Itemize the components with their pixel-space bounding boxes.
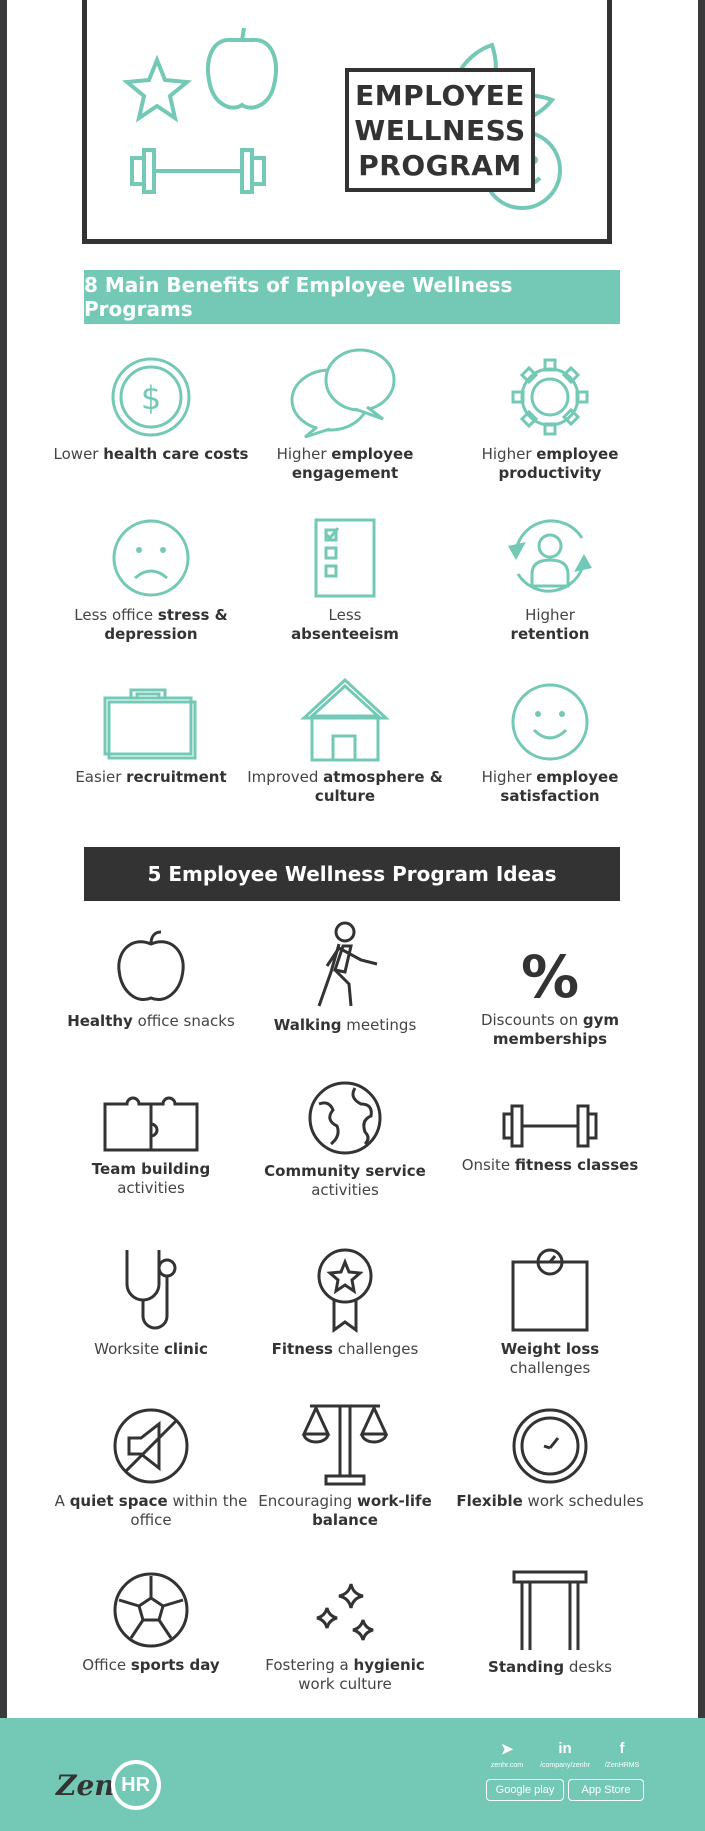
idea-item xyxy=(240,920,450,1035)
chat-bubbles-icon xyxy=(285,345,405,439)
benefit-caption: Less office stress & depression xyxy=(74,606,228,643)
scale-icon xyxy=(505,1246,595,1334)
website-link[interactable] xyxy=(477,1740,537,1769)
benefit-item xyxy=(46,686,256,787)
mute-speaker-icon xyxy=(111,1406,191,1486)
benefits-heading: 8 Main Benefits of Employee Wellness Programs xyxy=(84,270,620,324)
benefit-item xyxy=(240,345,450,483)
svg-text:$: $ xyxy=(140,379,162,417)
program-title-box xyxy=(345,68,535,192)
apple-decor-icon xyxy=(208,28,276,108)
globe-icon xyxy=(305,1080,385,1156)
walking-person-icon xyxy=(305,920,385,1010)
benefit-caption: Higher employee productivity xyxy=(481,445,619,482)
idea-caption: Walking meetings xyxy=(273,1016,417,1034)
smiley-icon xyxy=(510,682,590,762)
medal-icon xyxy=(310,1246,380,1334)
house-icon xyxy=(300,676,390,762)
title-line-2: WELLNESS xyxy=(354,113,526,147)
checklist-icon xyxy=(310,516,380,600)
google-play-button[interactable] xyxy=(486,1779,564,1801)
percent-icon xyxy=(515,945,585,1005)
program-title xyxy=(354,78,525,183)
app-store-button[interactable] xyxy=(568,1779,644,1801)
balance-scale-icon xyxy=(300,1400,390,1486)
linkedin-icon: in xyxy=(558,1740,572,1757)
idea-item xyxy=(46,1246,256,1359)
idea-item xyxy=(240,1580,450,1694)
idea-caption: Discounts on gym memberships xyxy=(480,1011,620,1048)
idea-item xyxy=(240,1246,450,1359)
idea-item xyxy=(240,1400,450,1530)
logo-text: Zen xyxy=(56,1768,115,1802)
idea-caption: Weight loss challenges xyxy=(500,1340,600,1377)
idea-item xyxy=(445,945,655,1049)
benefit-item xyxy=(445,512,655,644)
idea-item xyxy=(46,1088,256,1198)
benefit-item xyxy=(46,516,256,644)
idea-item xyxy=(445,1100,655,1175)
dumbbell-decor-icon xyxy=(132,150,264,192)
svg-text:%: % xyxy=(520,945,580,1005)
cursor-icon: ➤ xyxy=(500,1741,514,1758)
benefit-item xyxy=(46,355,256,464)
benefit-caption: Higher retention xyxy=(510,606,590,643)
idea-caption: Community service activities xyxy=(264,1162,426,1199)
apple-icon xyxy=(111,930,191,1006)
idea-item xyxy=(445,1246,655,1378)
logo-badge: HR xyxy=(111,1760,161,1810)
idea-item xyxy=(445,1406,655,1511)
google-play-label: Google play xyxy=(495,1784,555,1796)
person-cycle-icon xyxy=(502,512,598,600)
briefcase-icon xyxy=(101,686,201,762)
benefit-caption: Easier recruitment xyxy=(75,768,227,786)
benefit-caption: Improved atmosphere & culture xyxy=(247,768,443,805)
star-icon xyxy=(127,60,187,118)
stethoscope-icon xyxy=(111,1246,191,1334)
idea-caption: Worksite clinic xyxy=(94,1340,208,1358)
facebook-link[interactable] xyxy=(592,1740,652,1769)
title-line-1: EMPLOYEE xyxy=(355,78,525,112)
benefit-item xyxy=(240,676,450,806)
soccer-ball-icon xyxy=(111,1570,191,1650)
idea-caption: Fitness challenges xyxy=(271,1340,419,1358)
benefit-caption: Higher employee satisfaction xyxy=(481,768,619,805)
dollar-icon xyxy=(111,355,191,439)
idea-caption: Onsite fitness classes xyxy=(461,1156,639,1174)
idea-caption: Fostering a hygienic work culture xyxy=(265,1656,425,1693)
title-line-3: PROGRAM xyxy=(358,148,522,182)
puzzle-icon xyxy=(101,1088,201,1154)
facebook-label: /ZenHRMS xyxy=(604,1762,640,1769)
benefit-item xyxy=(240,516,450,644)
ideas-heading: 5 Employee Wellness Program Ideas xyxy=(84,847,620,901)
idea-item xyxy=(240,1080,450,1200)
idea-item xyxy=(445,1568,655,1677)
idea-item xyxy=(46,930,256,1031)
idea-caption: Standing desks xyxy=(488,1658,612,1676)
gear-icon xyxy=(508,355,592,439)
benefit-caption: Lower health care costs xyxy=(53,445,249,463)
standing-desk-icon xyxy=(510,1568,590,1652)
benefit-caption: Less absenteeism xyxy=(291,606,399,643)
benefit-item xyxy=(445,355,655,483)
idea-caption: Encouraging work-life balance xyxy=(258,1492,432,1529)
hero-frame xyxy=(82,0,612,244)
benefit-item xyxy=(445,682,655,806)
sad-face-icon xyxy=(111,516,191,600)
idea-caption: Healthy office snacks xyxy=(67,1012,235,1030)
idea-item xyxy=(46,1570,256,1675)
benefit-caption: Higher employee engagement xyxy=(276,445,414,482)
app-store-label: App Store xyxy=(581,1784,631,1796)
linkedin-link[interactable] xyxy=(535,1740,595,1769)
website-label: zenhr.com xyxy=(490,1762,524,1769)
clock-icon xyxy=(510,1406,590,1486)
idea-caption: Team building activities xyxy=(91,1160,211,1197)
linkedin-label: /company/zenhr xyxy=(540,1762,590,1769)
zenhr-logo[interactable] xyxy=(56,1760,161,1810)
idea-caption: A quiet space within the office xyxy=(54,1492,248,1529)
dumbbell-icon xyxy=(500,1100,600,1150)
facebook-icon: f xyxy=(619,1740,625,1757)
idea-item xyxy=(46,1406,256,1530)
sparkles-icon xyxy=(305,1580,385,1650)
idea-caption: Flexible work schedules xyxy=(456,1492,644,1510)
idea-caption: Office sports day xyxy=(82,1656,220,1674)
